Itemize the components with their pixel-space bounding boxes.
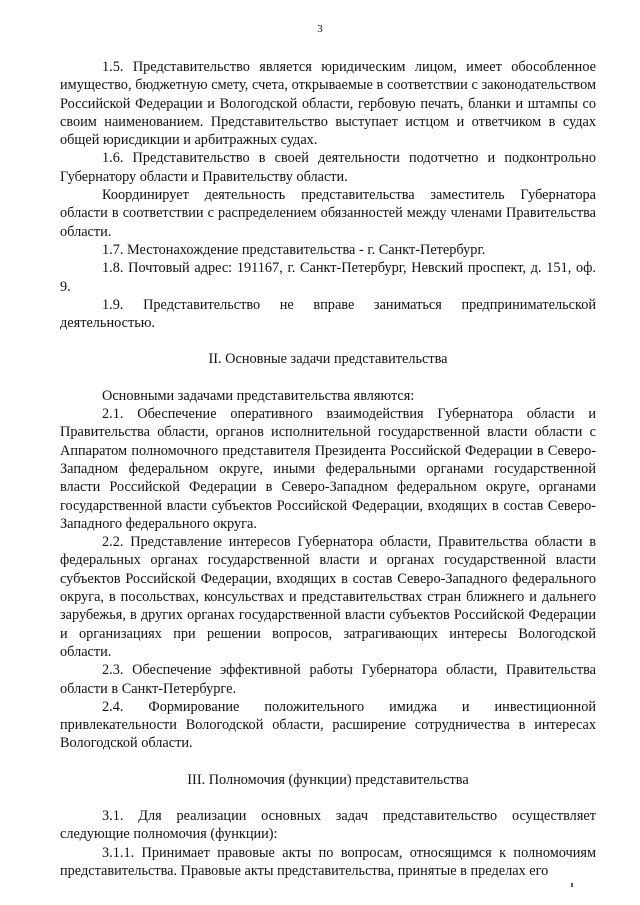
paragraph-1-7: 1.7. Местонахождение представительства - г. Санкт-Петербург. <box>102 241 486 258</box>
paragraph-tasks-intro: Основными задачами представительства являются: <box>102 387 415 404</box>
paragraph-2-1: 2.1. Обеспечение оперативного взаимодействия Губернатора области и Правительства области, органов исполнительной государственной власти области с Аппаратом полномочного представителя Президента Российской Федерации в Северо-Западном федеральном округе, иными федеральными органами государственной власти Российской Федерации в Северо-Западном федеральном округе, органами государственной власти субъектов Российской Федерации, входящих в состав Северо-Западного федерального округа. <box>60 406 596 532</box>
paragraph-1-9: 1.9. Представительство не вправе заниматься предпринимательской деятельностью. <box>60 296 596 332</box>
paragraph-1-5: 1.5. Представительство является юридическим лицом, имеет обособленное имущество, бюджетную смету, счета, открываемые в соответствии с законодательством Российской Федерации и Вологодской области, гербовую печать, бланки и штампы со своим наименованием. Представительство выступает истцом и ответчиком в судах общей юрисдикции и арбитражных судах. <box>60 59 596 149</box>
paragraph-1-8: 1.8. Почтовый адрес: 191167, г. Санкт-Петербург, Невский проспект, д. 151, оф. 9. <box>60 260 596 295</box>
paragraph-2-2: 2.2. Представление интересов Губернатора области, Правительства области в федеральных органах государственной власти и органах государственной власти субъектов Российской Федерации, входящих в состав Северо-Западного федерального округа, в посольствах, консульствах и представительствах стран ближнего и дальнего зарубежья, в других органах государственной власти субъектов Российской Федерации и организациях при решении вопросов, затрагивающих интересы Вологодской области. <box>60 534 596 660</box>
paragraph-3-1: 3.1. Для реализации основных задач представительство осуществляет следующие полномочия (функции): <box>60 807 596 843</box>
paragraph-coordination: Координирует деятельность представительства заместитель Губернатора области в соответствии с распределением обязанностей между членами Правительства области. <box>60 187 596 240</box>
section-heading-2: II. Основные задачи представительства <box>208 351 448 368</box>
paragraph-3-1-1: 3.1.1. Принимает правовые акты по вопросам, относящимся к полномочиям представительства. Правовые акты представительства, принятые в пределах его <box>60 844 596 879</box>
page-number: 3 <box>317 23 323 35</box>
paragraph-2-4: 2.4. Формирование положительного имиджа и инвестиционной привлекательности Вологодской области, расширение сотрудничества в интересах Вологодской области. <box>60 698 596 752</box>
paragraph-2-3: 2.3. Обеспечение эффективной работы Губернатора области, Правительства области в Санкт-Петербурге. <box>60 662 596 697</box>
scan-speck <box>571 883 573 887</box>
document-body <box>60 58 596 880</box>
section-heading-3: III. Полномочия (функции) представительства <box>187 771 469 788</box>
paragraph-1-6: 1.6. Представительство в своей деятельности подотчетно и подконтрольно Губернатору области и Правительству области. <box>60 150 596 185</box>
